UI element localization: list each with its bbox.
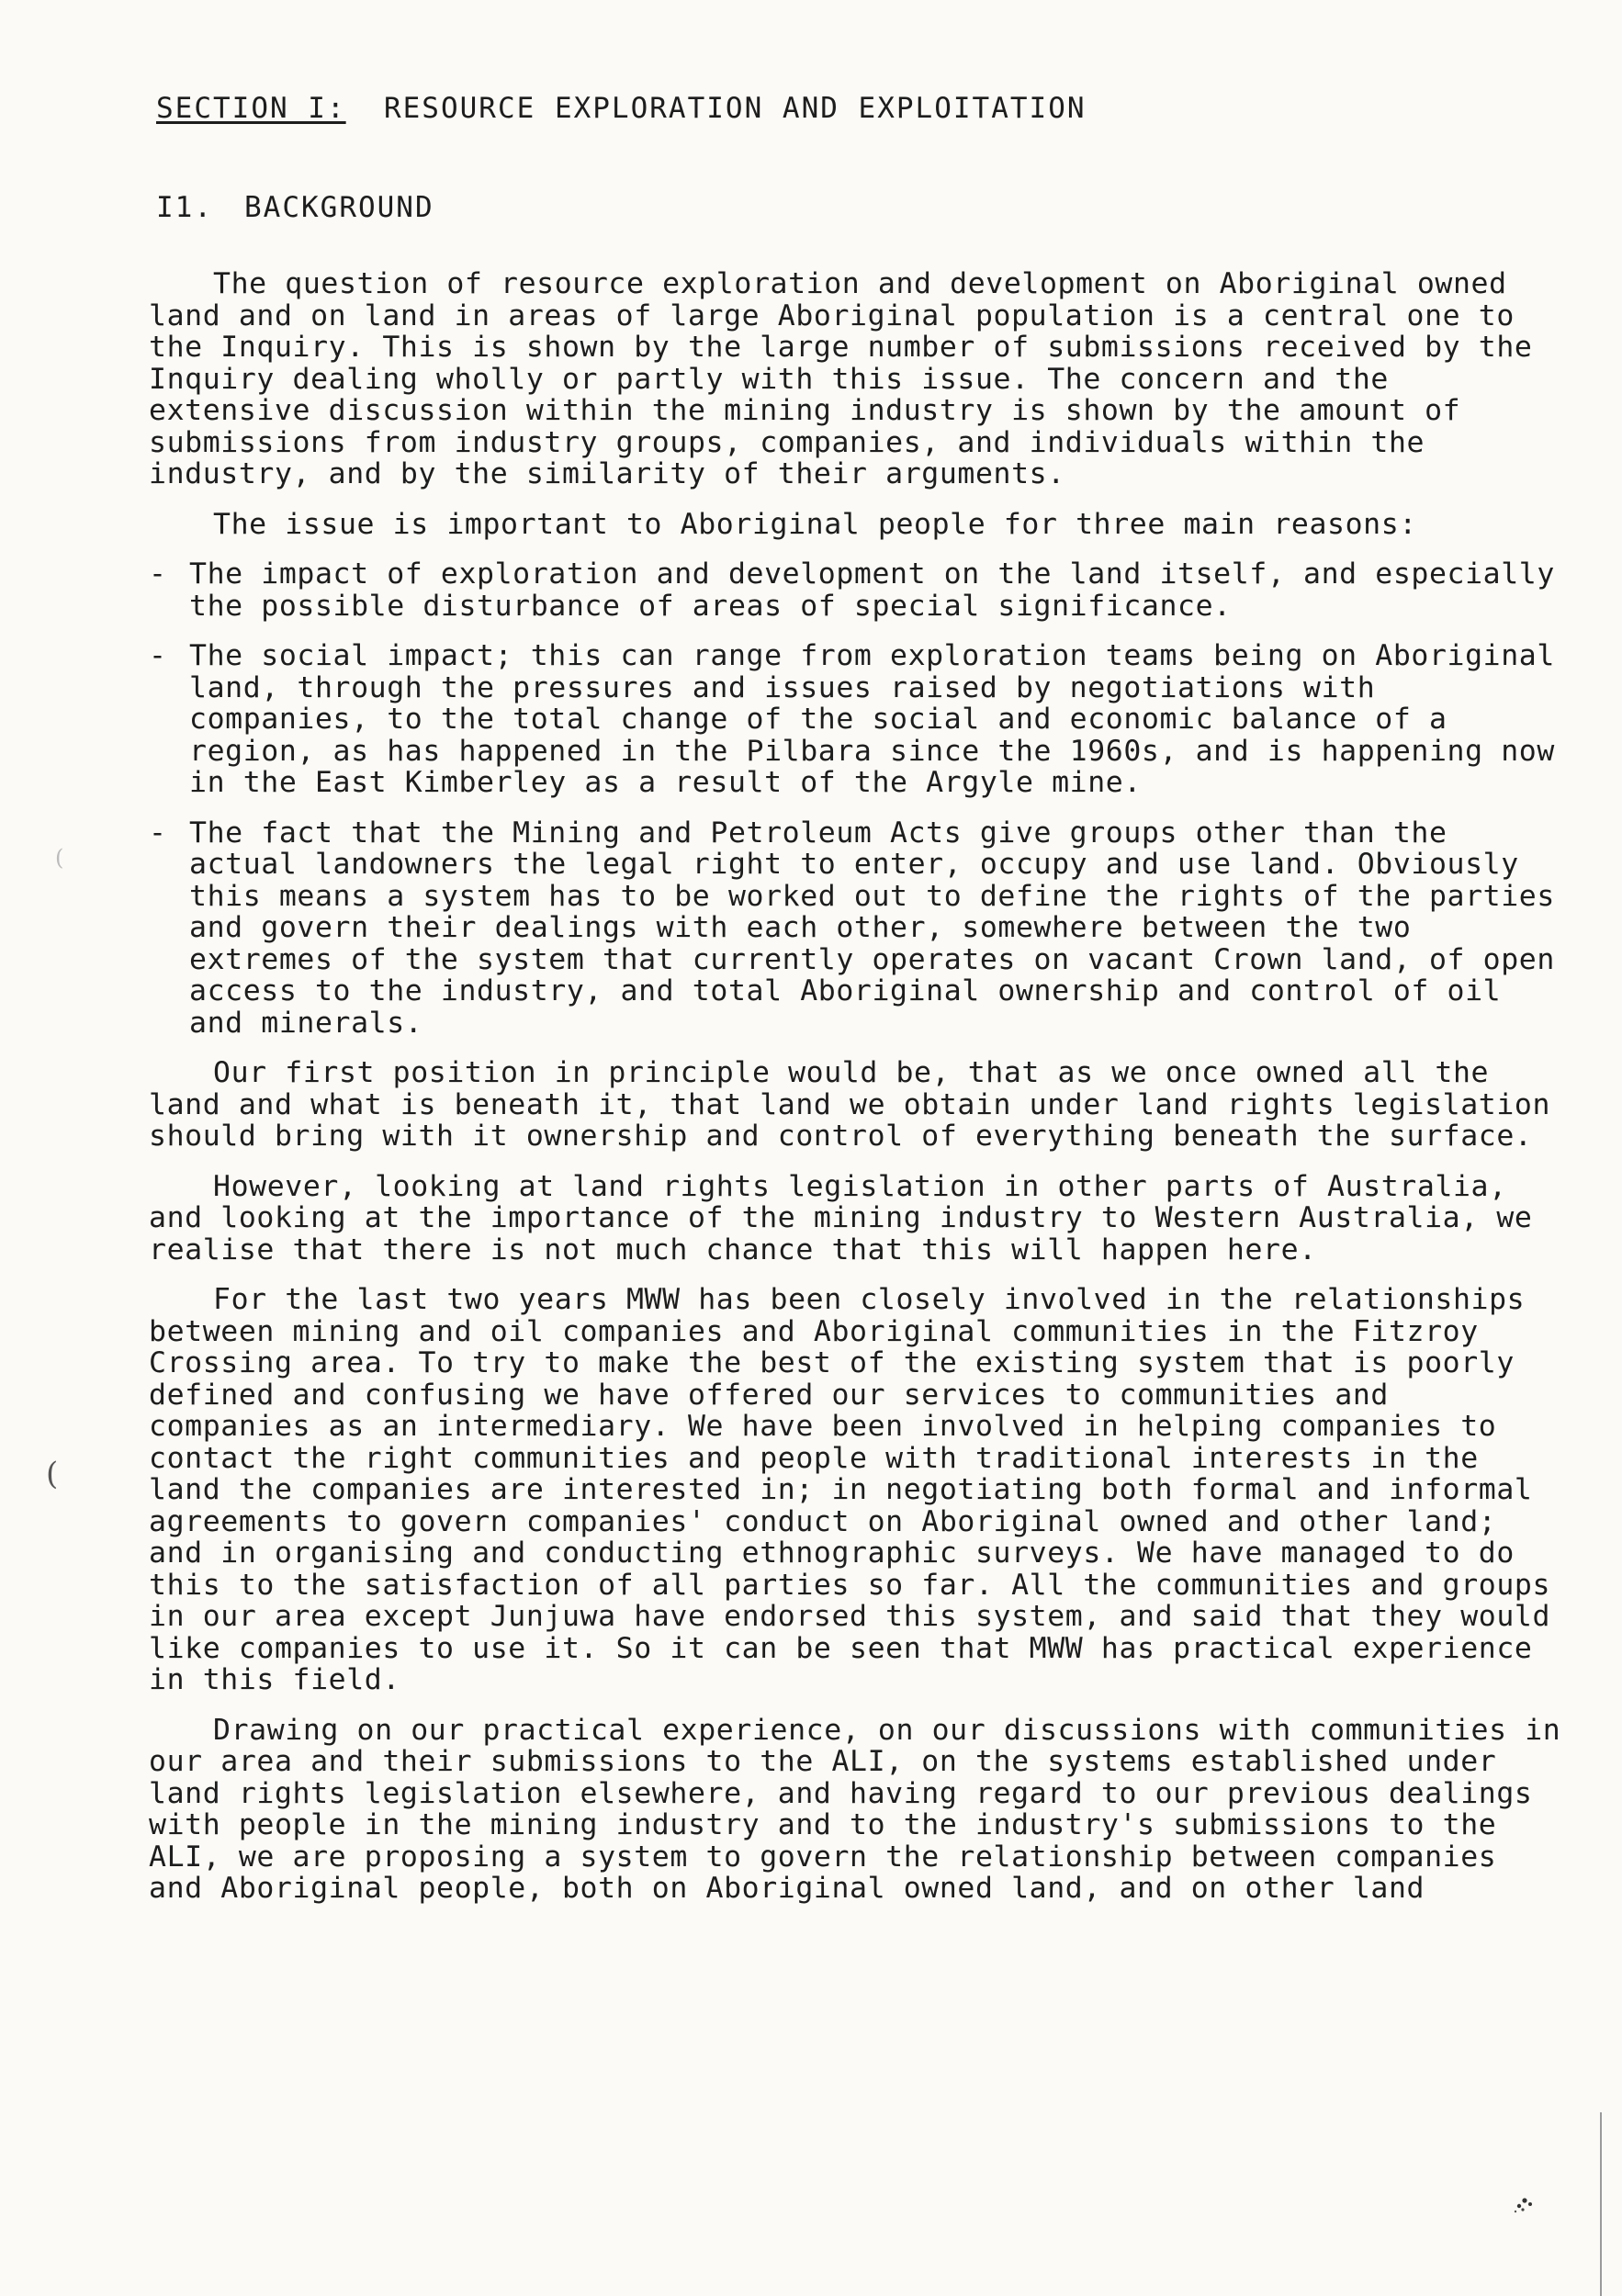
paragraph-first-position: Our first position in principle would be, that as we once owned all the land and what is beneath it, that land we obtain under land rights legislation should bring with it ownership and control of everything beneath the surface. [149,1056,1551,1153]
heading-title: BACKGROUND [244,191,434,224]
margin-bracket-mark: ( [46,1456,59,1492]
paragraph-however: However, looking at land rights legislation in other parts of Australia, and looking at the importance of the mining industry to Western Australia, we realise that there is not much chance that this will happen here. [149,1169,1533,1266]
list-item [149,640,1563,799]
document-page [149,88,1563,1923]
section-name: RESOURCE EXPLORATION AND EXPLOITATION [383,92,1087,125]
bullet-dash: - [149,816,167,850]
bullet-dash: - [149,639,167,672]
heading-number: I1. [156,191,213,224]
paragraph-reasons: The issue is important to Aboriginal people for three main reasons: [213,507,1417,541]
paragraph-intro: The question of resource exploration and development on Aboriginal owned land and on land in areas of large Aboriginal population is a central one to the Inquiry. This is shown by the large number of submissions received by the Inquiry dealing wholly or partly with this issue. The concern and the extensive discussion within the mining industry is shown by the amount of submissions from industry groups, companies, and individuals within the industry, and by the similarity of their arguments. [149,267,1533,490]
list-item [149,817,1563,1040]
paragraph-drawing-on: Drawing on our practical experience, on our discussions with communities in our area and their submissions to the ALI, on the systems established under land rights legislation elsewhere, and having regard to our previous dealings with people in the mining industry and to the industry's submissions to the ALI, we are proposing a system to govern the relationship between companies and Aboriginal people, both on Aboriginal owned land, and on other land [149,1713,1561,1905]
list-item [149,558,1563,622]
reasons-list [149,558,1563,1039]
paragraph-mww-experience: For the last two years MWW has been closely involved in the relationships between mining and oil companies and Aboriginal communities in the Fitzroy Crossing area. To try to make the best of the existing system that is poorly defined and confusing we have offered our services to communities and companies as an intermediary. We have been involved in helping companies to contact the right communities and people with traditional interests in the land the companies are interested in; in negotiating both formal and informal agreements to govern companies' conduct on Aboriginal owned and other land; and in organising and conducting ethnographic surveys. We have managed to do this to the satisfaction of all parties so far. All the communities and groups in our area except Junjuwa have endorsed this system, and said that they would like companies to use it. So it can be seen that MWW has practical experience in this field. [149,1283,1551,1696]
scan-edge-line [1600,2112,1602,2296]
bullet-dash: - [149,557,167,591]
ink-smudge-mark [1506,2186,1543,2223]
list-item-text: The fact that the Mining and Petroleum Acts give groups other than the actual landowners the legal right to enter, occupy and use land. Obviously this means a system has to be worked out to define the rights of the parties and govern their dealings with each other, somewhere between the two extremes of the system that currently operates on vacant Crown land, of open access to the industry, and total Aboriginal ownership and control of oil and minerals. [189,816,1555,1040]
list-item-text: The social impact; this can range from exploration teams being on Aboriginal land, through the pressures and issues raised by negotiations with companies, to the total change of the social and economic balance of a region, as has happened in the Pilbara since the 1960s, and is happening now in the East Kimberley as a result of the Argyle mine. [189,639,1555,799]
margin-faint-mark: ( [55,845,64,871]
section-label: SECTION I: [156,92,346,125]
background-heading [156,187,1563,228]
list-item-text: The impact of exploration and development on the land itself, and especially the possible disturbance of areas of special significance. [189,557,1555,623]
section-title [156,88,1563,129]
